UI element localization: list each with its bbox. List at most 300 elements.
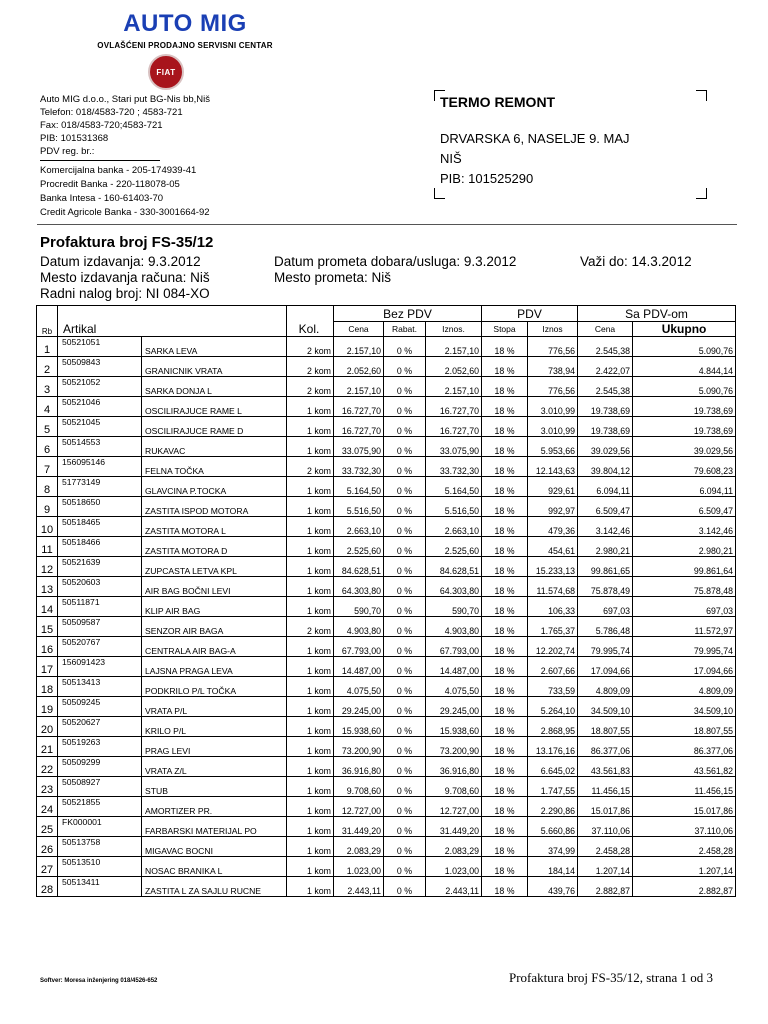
item-name-cell: KRILO P/L [142, 717, 287, 737]
trade-date: Datum prometa dobara/usluga: 9.3.2012 [274, 254, 517, 269]
page-number: Profaktura broj FS-35/12, strana 1 od 3 [508, 970, 713, 985]
discount-cell: 0 % [384, 637, 426, 657]
price-with-vat-cell: 34.509,10 [578, 697, 633, 717]
price-with-vat-cell: 2.422,07 [578, 357, 633, 377]
item-code-cell: 50521045 [58, 417, 142, 437]
fiat-logo-icon [148, 54, 184, 90]
item-name-cell: MIGAVAC BOCNI [142, 837, 287, 857]
vat-rate-cell: 18 % [482, 517, 528, 537]
item-code-cell: 50509843 [58, 357, 142, 377]
company-subtitle: OVLAŠĆENI PRODAJNO SERVISNI CENTAR [97, 41, 273, 50]
price-cell: 2.157,10 [334, 337, 384, 357]
table-row [37, 817, 736, 837]
quantity-cell: 2 kom [287, 357, 334, 377]
item-name-cell: KLIP AIR BAG [142, 597, 287, 617]
table-row [37, 777, 736, 797]
discount-cell: 0 % [384, 357, 426, 377]
item-code-cell: 50513413 [58, 677, 142, 697]
total-cell: 2.882,87 [633, 877, 736, 897]
price-with-vat-cell: 18.807,55 [578, 717, 633, 737]
address-frame-corner [696, 90, 707, 101]
vat-amount-cell: 1.765,37 [528, 617, 578, 637]
items-table [36, 305, 736, 897]
price-cell: 2.157,10 [334, 377, 384, 397]
table-row [37, 837, 736, 857]
total-cell: 6.509,47 [633, 497, 736, 517]
quantity-cell: 1 kom [287, 717, 334, 737]
bank-account: Komercijalna banka - 205-174939-41 [40, 165, 197, 176]
vat-rate-cell: 18 % [482, 857, 528, 877]
price-with-vat-cell: 15.017,86 [578, 797, 633, 817]
vat-rate-cell: 18 % [482, 377, 528, 397]
item-name-cell: ZASTITA ISPOD MOTORA [142, 497, 287, 517]
total-cell: 43.561,82 [633, 757, 736, 777]
table-row [37, 357, 736, 377]
item-code-cell: 50520627 [58, 717, 142, 737]
vat-amount-cell: 738,94 [528, 357, 578, 377]
price-with-vat-cell: 19.738,69 [578, 417, 633, 437]
price-cell: 5.516,50 [334, 497, 384, 517]
price-with-vat-cell: 17.094,66 [578, 657, 633, 677]
group-header-bez-pdv: Bez PDV [334, 306, 482, 322]
row-number-cell: 25 [37, 817, 58, 837]
item-name-cell: FARBARSKI MATERIJAL PO [142, 817, 287, 837]
table-row [37, 637, 736, 657]
row-number-cell: 28 [37, 877, 58, 897]
quantity-cell: 1 kom [287, 777, 334, 797]
table-row [37, 377, 736, 397]
discount-cell: 0 % [384, 657, 426, 677]
item-name-cell: SARKA LEVA [142, 337, 287, 357]
quantity-cell: 2 kom [287, 337, 334, 357]
item-code-cell: 50521639 [58, 557, 142, 577]
discount-cell: 0 % [384, 877, 426, 897]
amount-cell: 5.164,50 [426, 477, 482, 497]
row-number-cell: 27 [37, 857, 58, 877]
quantity-cell: 1 kom [287, 557, 334, 577]
table-row [37, 397, 736, 417]
price-with-vat-cell: 43.561,83 [578, 757, 633, 777]
vat-amount-cell: 6.645,02 [528, 757, 578, 777]
discount-cell: 0 % [384, 457, 426, 477]
quantity-cell: 2 kom [287, 377, 334, 397]
table-row [37, 797, 736, 817]
amount-cell: 4.903,80 [426, 617, 482, 637]
vat-amount-cell: 454,61 [528, 537, 578, 557]
column-header-ukupno: Ukupno [633, 322, 736, 337]
valid-until: Važi do: 14.3.2012 [580, 254, 692, 269]
row-number-cell: 7 [37, 457, 58, 477]
price-with-vat-cell: 39.804,12 [578, 457, 633, 477]
table-row [37, 597, 736, 617]
item-code-cell: 50513510 [58, 857, 142, 877]
vat-rate-cell: 18 % [482, 497, 528, 517]
price-with-vat-cell: 86.377,06 [578, 737, 633, 757]
item-name-cell: GLAVCINA P.TOCKA [142, 477, 287, 497]
quantity-cell: 1 kom [287, 857, 334, 877]
vat-amount-cell: 1.747,55 [528, 777, 578, 797]
bank-account: Credit Agricole Banka - 330-3001664-92 [40, 207, 210, 218]
item-code-cell: 50518650 [58, 497, 142, 517]
vat-amount-cell: 2.868,95 [528, 717, 578, 737]
price-cell: 4.903,80 [334, 617, 384, 637]
vat-rate-cell: 18 % [482, 797, 528, 817]
total-cell: 39.029,56 [633, 437, 736, 457]
discount-cell: 0 % [384, 537, 426, 557]
total-cell: 697,03 [633, 597, 736, 617]
item-code-cell: 51773149 [58, 477, 142, 497]
row-number-cell: 9 [37, 497, 58, 517]
price-with-vat-cell: 2.458,28 [578, 837, 633, 857]
fiat-logo-text: FIAT [156, 67, 176, 77]
row-number-cell: 1 [37, 337, 58, 357]
total-cell: 37.110,06 [633, 817, 736, 837]
vat-rate-cell: 18 % [482, 637, 528, 657]
discount-cell: 0 % [384, 337, 426, 357]
price-with-vat-cell: 6.094,11 [578, 477, 633, 497]
item-name-cell: FELNA TOČKA [142, 457, 287, 477]
company-pdv-reg: PDV reg. br.: [40, 146, 95, 157]
total-cell: 75.878,48 [633, 577, 736, 597]
quantity-cell: 1 kom [287, 817, 334, 837]
row-number-cell: 19 [37, 697, 58, 717]
total-cell: 99.861,64 [633, 557, 736, 577]
table-row [37, 757, 736, 777]
column-header-pdv-iznos: Iznos [528, 322, 578, 337]
item-name-cell: OSCILIRAJUCE RAME D [142, 417, 287, 437]
column-header-rabat: Rabat. [384, 322, 426, 337]
table-row [37, 557, 736, 577]
vat-rate-cell: 18 % [482, 557, 528, 577]
table-row [37, 717, 736, 737]
vat-amount-cell: 776,56 [528, 337, 578, 357]
vat-amount-cell: 5.953,66 [528, 437, 578, 457]
vat-rate-cell: 18 % [482, 757, 528, 777]
vat-rate-cell: 18 % [482, 357, 528, 377]
price-with-vat-cell: 2.545,38 [578, 377, 633, 397]
address-frame-corner [434, 188, 445, 199]
price-cell: 4.075,50 [334, 677, 384, 697]
item-code-cell: 50521052 [58, 377, 142, 397]
vat-rate-cell: 18 % [482, 577, 528, 597]
table-row [37, 697, 736, 717]
vat-amount-cell: 992,97 [528, 497, 578, 517]
total-cell: 11.456,15 [633, 777, 736, 797]
total-cell: 1.207,14 [633, 857, 736, 877]
row-number-cell: 18 [37, 677, 58, 697]
discount-cell: 0 % [384, 597, 426, 617]
price-cell: 84.628,51 [334, 557, 384, 577]
item-name-cell: ZASTITA L ZA SAJLU RUCNE [142, 877, 287, 897]
table-row [37, 437, 736, 457]
table-row [37, 617, 736, 637]
table-row [37, 517, 736, 537]
item-name-cell: PRAG LEVI [142, 737, 287, 757]
total-cell: 86.377,06 [633, 737, 736, 757]
total-cell: 3.142,46 [633, 517, 736, 537]
vat-rate-cell: 18 % [482, 737, 528, 757]
discount-cell: 0 % [384, 557, 426, 577]
price-with-vat-cell: 5.786,48 [578, 617, 633, 637]
item-code-cell: 156095146 [58, 457, 142, 477]
amount-cell: 31.449,20 [426, 817, 482, 837]
amount-cell: 4.075,50 [426, 677, 482, 697]
price-with-vat-cell: 11.456,15 [578, 777, 633, 797]
price-cell: 67.793,00 [334, 637, 384, 657]
vat-rate-cell: 18 % [482, 877, 528, 897]
price-cell: 15.938,60 [334, 717, 384, 737]
row-number-cell: 20 [37, 717, 58, 737]
vat-amount-cell: 13.176,16 [528, 737, 578, 757]
row-number-cell: 24 [37, 797, 58, 817]
trade-place: Mesto prometa: Niš [274, 270, 392, 285]
amount-cell: 9.708,60 [426, 777, 482, 797]
item-code-cell: 50521051 [58, 337, 142, 357]
row-number-cell: 4 [37, 397, 58, 417]
row-number-cell: 26 [37, 837, 58, 857]
quantity-cell: 1 kom [287, 397, 334, 417]
vat-rate-cell: 18 % [482, 677, 528, 697]
item-name-cell: RUKAVAC [142, 437, 287, 457]
vat-amount-cell: 106,33 [528, 597, 578, 617]
discount-cell: 0 % [384, 477, 426, 497]
quantity-cell: 1 kom [287, 577, 334, 597]
vat-rate-cell: 18 % [482, 597, 528, 617]
item-name-cell: NOSAC BRANIKA L [142, 857, 287, 877]
price-cell: 36.916,80 [334, 757, 384, 777]
price-with-vat-cell: 3.142,46 [578, 517, 633, 537]
amount-cell: 33.732,30 [426, 457, 482, 477]
vat-amount-cell: 12.202,74 [528, 637, 578, 657]
bank-accounts [40, 164, 210, 220]
customer-pib: PIB: 101525290 [440, 171, 534, 186]
quantity-cell: 1 kom [287, 677, 334, 697]
price-cell: 9.708,60 [334, 777, 384, 797]
item-code-cell: 50521046 [58, 397, 142, 417]
price-cell: 2.443,11 [334, 877, 384, 897]
total-cell: 6.094,11 [633, 477, 736, 497]
price-with-vat-cell: 39.029,56 [578, 437, 633, 457]
vat-rate-cell: 18 % [482, 817, 528, 837]
row-number-cell: 2 [37, 357, 58, 377]
total-cell: 18.807,55 [633, 717, 736, 737]
table-row [37, 457, 736, 477]
price-cell: 31.449,20 [334, 817, 384, 837]
vat-amount-cell: 776,56 [528, 377, 578, 397]
column-header-artikal: Artikal [58, 306, 287, 337]
quantity-cell: 2 kom [287, 457, 334, 477]
item-code-cell: 50509299 [58, 757, 142, 777]
item-name-cell: OSCILIRAJUCE RAME L [142, 397, 287, 417]
amount-cell: 2.157,10 [426, 377, 482, 397]
vat-amount-cell: 929,61 [528, 477, 578, 497]
quantity-cell: 1 kom [287, 517, 334, 537]
discount-cell: 0 % [384, 417, 426, 437]
quantity-cell: 1 kom [287, 417, 334, 437]
item-code-cell: 50513411 [58, 877, 142, 897]
item-name-cell: PODKRILO P/L TOČKA [142, 677, 287, 697]
item-name-cell: VRATA Z/L [142, 757, 287, 777]
price-cell: 2.663,10 [334, 517, 384, 537]
group-header-sa-pdv: Sa PDV-om [578, 306, 736, 322]
row-number-cell: 13 [37, 577, 58, 597]
amount-cell: 12.727,00 [426, 797, 482, 817]
price-with-vat-cell: 4.809,09 [578, 677, 633, 697]
discount-cell: 0 % [384, 697, 426, 717]
price-cell: 2.525,60 [334, 537, 384, 557]
bank-account: Procredit Banka - 220-118078-05 [40, 179, 180, 190]
amount-cell: 2.525,60 [426, 537, 482, 557]
item-name-cell: GRANICNIK VRATA [142, 357, 287, 377]
price-with-vat-cell: 2.980,21 [578, 537, 633, 557]
customer-address: DRVARSKA 6, NASELJE 9. MAJ [440, 131, 630, 146]
item-name-cell: CENTRALA AIR BAG-A [142, 637, 287, 657]
price-with-vat-cell: 6.509,47 [578, 497, 633, 517]
amount-cell: 590,70 [426, 597, 482, 617]
quantity-cell: 1 kom [287, 437, 334, 457]
quantity-cell: 1 kom [287, 477, 334, 497]
discount-cell: 0 % [384, 617, 426, 637]
row-number-cell: 6 [37, 437, 58, 457]
discount-cell: 0 % [384, 397, 426, 417]
price-cell: 16.727,70 [334, 397, 384, 417]
table-row [37, 657, 736, 677]
item-code-cell: 50520767 [58, 637, 142, 657]
item-code-cell: 50521855 [58, 797, 142, 817]
row-number-cell: 3 [37, 377, 58, 397]
total-cell: 2.980,21 [633, 537, 736, 557]
item-name-cell: AMORTIZER PR. [142, 797, 287, 817]
vat-rate-cell: 18 % [482, 437, 528, 457]
price-cell: 590,70 [334, 597, 384, 617]
item-name-cell: AIR BAG BOČNI LEVI [142, 577, 287, 597]
discount-cell: 0 % [384, 857, 426, 877]
company-info [40, 93, 210, 158]
total-cell: 4.844,14 [633, 357, 736, 377]
total-cell: 79.608,23 [633, 457, 736, 477]
total-cell: 19.738,69 [633, 397, 736, 417]
vat-amount-cell: 439,76 [528, 877, 578, 897]
row-number-cell: 5 [37, 417, 58, 437]
vat-amount-cell: 5.660,86 [528, 817, 578, 837]
vat-rate-cell: 18 % [482, 777, 528, 797]
company-fax: Fax: 018/4583-720;4583-721 [40, 120, 163, 131]
vat-rate-cell: 18 % [482, 477, 528, 497]
column-header-iznos: Iznos. [426, 322, 482, 337]
discount-cell: 0 % [384, 677, 426, 697]
item-code-cell: 50509245 [58, 697, 142, 717]
quantity-cell: 1 kom [287, 597, 334, 617]
column-header-rb: Rb [37, 306, 58, 337]
price-with-vat-cell: 19.738,69 [578, 397, 633, 417]
row-number-cell: 16 [37, 637, 58, 657]
discount-cell: 0 % [384, 737, 426, 757]
price-cell: 33.732,30 [334, 457, 384, 477]
vat-rate-cell: 18 % [482, 417, 528, 437]
amount-cell: 16.727,70 [426, 417, 482, 437]
vat-amount-cell: 733,59 [528, 677, 578, 697]
work-order: Radni nalog broj: NI 084-XO [40, 286, 210, 301]
price-cell: 14.487,00 [334, 657, 384, 677]
discount-cell: 0 % [384, 377, 426, 397]
amount-cell: 14.487,00 [426, 657, 482, 677]
quantity-cell: 1 kom [287, 637, 334, 657]
quantity-cell: 1 kom [287, 497, 334, 517]
bank-account: Banka Intesa - 160-61403-70 [40, 193, 164, 204]
info-divider [40, 160, 160, 161]
group-header-pdv: PDV [482, 306, 578, 322]
table-row [37, 737, 736, 757]
price-cell: 2.052,60 [334, 357, 384, 377]
company-pib: PIB: 101531368 [40, 133, 109, 144]
price-cell: 5.164,50 [334, 477, 384, 497]
vat-rate-cell: 18 % [482, 457, 528, 477]
table-row [37, 417, 736, 437]
item-code-cell: 50513758 [58, 837, 142, 857]
total-cell: 34.509,10 [633, 697, 736, 717]
vat-amount-cell: 184,14 [528, 857, 578, 877]
quantity-cell: 2 kom [287, 617, 334, 637]
total-cell: 5.090,76 [633, 337, 736, 357]
total-cell: 17.094,66 [633, 657, 736, 677]
total-cell: 11.572,97 [633, 617, 736, 637]
customer-city: NIŠ [440, 151, 462, 166]
document-title: Profaktura broj FS-35/12 [40, 234, 214, 251]
discount-cell: 0 % [384, 437, 426, 457]
amount-cell: 2.157,10 [426, 337, 482, 357]
row-number-cell: 17 [37, 657, 58, 677]
price-cell: 29.245,00 [334, 697, 384, 717]
row-number-cell: 8 [37, 477, 58, 497]
issue-date: Datum izdavanja: 9.3.2012 [40, 254, 201, 269]
amount-cell: 33.075,90 [426, 437, 482, 457]
item-code-cell: FK000001 [58, 817, 142, 837]
item-code-cell: 50518465 [58, 517, 142, 537]
amount-cell: 67.793,00 [426, 637, 482, 657]
price-with-vat-cell: 37.110,06 [578, 817, 633, 837]
vat-rate-cell: 18 % [482, 537, 528, 557]
amount-cell: 2.052,60 [426, 357, 482, 377]
column-header-cena: Cena [334, 322, 384, 337]
price-with-vat-cell: 75.878,49 [578, 577, 633, 597]
row-number-cell: 12 [37, 557, 58, 577]
item-name-cell: VRATA P/L [142, 697, 287, 717]
price-cell: 33.075,90 [334, 437, 384, 457]
discount-cell: 0 % [384, 717, 426, 737]
vat-amount-cell: 2.290,86 [528, 797, 578, 817]
total-cell: 15.017,86 [633, 797, 736, 817]
amount-cell: 2.443,11 [426, 877, 482, 897]
discount-cell: 0 % [384, 517, 426, 537]
row-number-cell: 14 [37, 597, 58, 617]
price-cell: 16.727,70 [334, 417, 384, 437]
amount-cell: 36.916,80 [426, 757, 482, 777]
amount-cell: 2.083,29 [426, 837, 482, 857]
quantity-cell: 1 kom [287, 757, 334, 777]
price-cell: 64.303,80 [334, 577, 384, 597]
quantity-cell: 1 kom [287, 697, 334, 717]
column-header-stopa: Stopa [482, 322, 528, 337]
discount-cell: 0 % [384, 817, 426, 837]
amount-cell: 5.516,50 [426, 497, 482, 517]
price-cell: 73.200,90 [334, 737, 384, 757]
discount-cell: 0 % [384, 497, 426, 517]
table-row [37, 677, 736, 697]
price-with-vat-cell: 2.882,87 [578, 877, 633, 897]
table-row [37, 577, 736, 597]
price-with-vat-cell: 697,03 [578, 597, 633, 617]
vat-amount-cell: 3.010,99 [528, 397, 578, 417]
